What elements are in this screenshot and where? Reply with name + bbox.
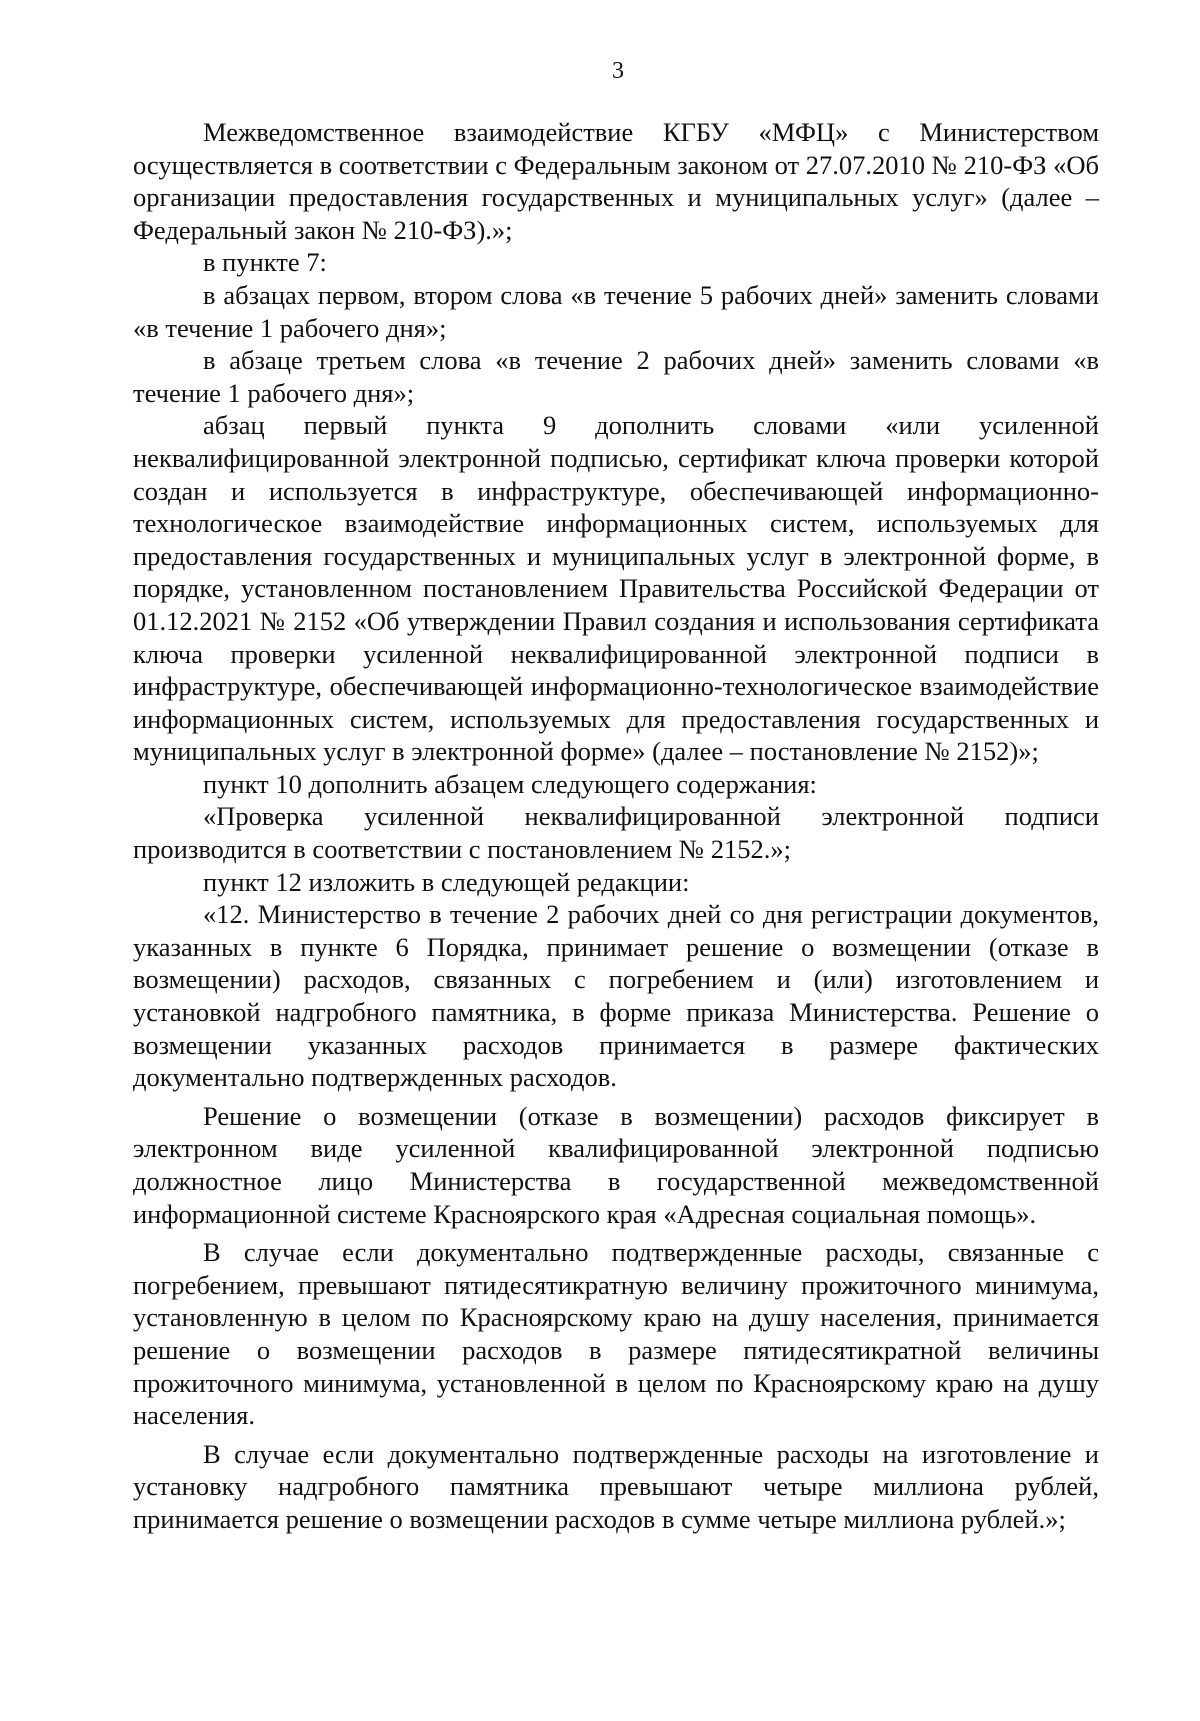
paragraph-interagency-interaction: Межведомственное взаимодействие КГБУ «МФЦ» с Министерством осуществляется в соответствии с Федеральным законом от 27.07.2010 № 210-ФЗ «Об организации предоставления государственных и муниципальных услуг» (далее – Федеральный закон № 210-ФЗ).»; xyxy=(133,117,1099,245)
paragraph-point-10-heading: пункт 10 дополнить абзацем следующего содержания: xyxy=(203,768,817,799)
paragraph-point-7-heading: в пункте 7: xyxy=(203,247,327,278)
paragraph-point-12-decision: «12. Министерство в течение 2 рабочих дней со дня регистрации документов, указанных в пункте 6 Порядка, принимает решение о возмещении (отказе в возмещении) расходов, связанных с погребением и (или) изготовлением и установкой надгробного памятника, в форме приказа Министерства. Решение о возмещении указанных расходов принимается в размере фактических документально подтвержденных расходов. xyxy=(133,899,1099,1093)
paragraph-point-12-monument-limit: В случае если документально подтвержденные расходы на изготовление и установку надгробного памятника превышают четыре миллиона рублей, принимается решение о возмещении расходов в сумме четыре миллиона рублей.»; xyxy=(133,1438,1099,1534)
paragraph-point-10-text: «Проверка усиленной неквалифицированной электронной подписи производится в соответствии с постановлением № 2152.»; xyxy=(133,801,1099,865)
paragraph-point-9-addition: абзац первый пункта 9 дополнить словами «или усиленной неквалифицированной электронной подписью, сертификат ключа проверки которой создан и используется в инфраструктуре, обеспечивающей информационно-технологическое взаимодействие информационных систем, используемых для предоставления государственных и муниципальных услуг в электронной форме, в порядке, установленном постановлением Правительства Российской Федерации от 01.12.2021 № 2152 «Об утверждении Правил создания и использования сертификата ключа проверки усиленной неквалифицированной электронной подписи в инфраструктуре, обеспечивающей информационно-технологическое взаимодействие информационных систем, используемых для предоставления государственных и муниципальных услуг в электронной форме» (далее – постановление № 2152)»; xyxy=(133,410,1099,767)
paragraph-point-12-electronic-record: Решение о возмещении (отказе в возмещении) расходов фиксирует в электронном виде усиленной квалифицированной электронной подписью должностное лицо Министерства в государственной межведомственной информационной системе Красноярского края «Адресная социальная помощь». xyxy=(133,1100,1099,1229)
paragraph-point-12-burial-limit: В случае если документально подтвержденные расходы, связанные с погребением, превышают пятидесятикратную величину прожиточного минимума, установленную в целом по Красноярскому краю на душу населения, принимается решение о возмещении расходов в размере пятидесятикратной величины прожиточного минимума, установленной в целом по Красноярскому краю на душу населения. xyxy=(133,1237,1099,1431)
document-body xyxy=(133,116,1099,1536)
paragraph-point-12-heading: пункт 12 изложить в следующей редакции: xyxy=(203,866,690,897)
paragraph-point-7-first-second: в абзацах первом, втором слова «в течение 5 рабочих дней» заменить словами «в течение 1 рабочего дня»; xyxy=(133,279,1099,343)
page-number: 3 xyxy=(612,58,624,84)
paragraph-point-7-third: в абзаце третьем слова «в течение 2 рабочих дней» заменить словами «в течение 1 рабочего дня»; xyxy=(133,345,1099,408)
